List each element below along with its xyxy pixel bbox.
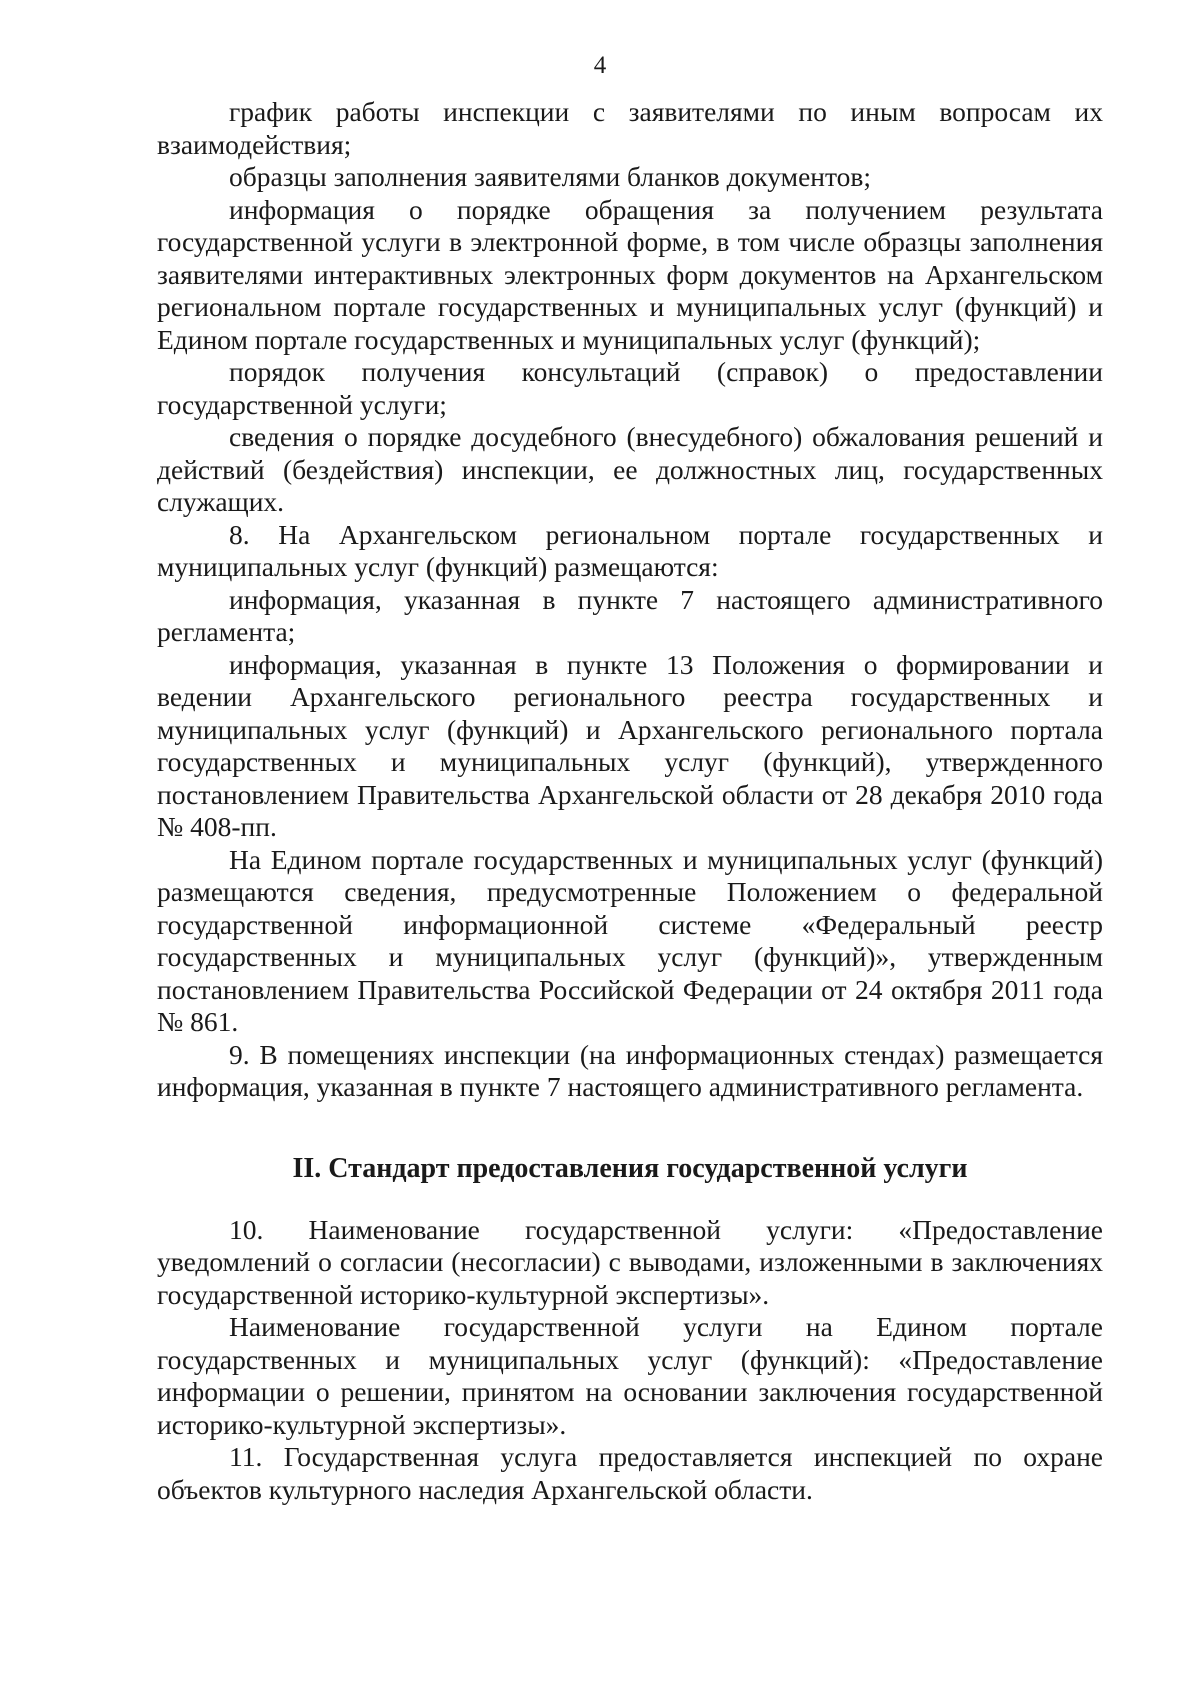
paragraph: 9. В помещениях инспекции (на информационных стендах) размещается информация, указанная в пункте 7 настоящего административного регламента. <box>157 1038 1103 1102</box>
paragraph: На Едином портале государственных и муниципальных услуг (функций) размещаются сведения, предусмотренные Положением о федеральной государственной информационной системе «Федеральный реестр государственных и муниципальных услуг (функций)», утвержденным постановлением Правительства Российской Федерации от 24 октября 2011 года № 861. <box>157 843 1103 1037</box>
paragraph: информация, указанная в пункте 13 Положения о формировании и ведении Архангельского регионального реестра государственных и муниципальных услуг (функций) и Архангельского регионального портала государственных и муниципальных услуг (функций), утвержденного постановлением Правительства Архангельской области от 28 декабря 2010 года № 408-пп. <box>157 648 1103 842</box>
paragraph: 11. Государственная услуга предоставляется инспекцией по охране объектов культурного наследия Архангельской области. <box>157 1441 1103 1505</box>
paragraph: сведения о порядке досудебного (внесудебного) обжалования решений и действий (бездействия) инспекции, ее должностных лиц, государственных служащих. <box>157 421 1103 517</box>
paragraph: 8. На Архангельском региональном портале государственных и муниципальных услуг (функций) размещаются: <box>157 518 1103 582</box>
paragraph: 10. Наименование государственной услуги: «Предоставление уведомлений о согласии (несогласии) с выводами, изложенными в заключениях государственной историко-культурной экспертизы». <box>157 1213 1103 1310</box>
page-number: 4 <box>593 52 607 79</box>
section-heading: II. Стандарт предоставления государственной услуги <box>292 1152 968 1184</box>
paragraph: порядок получения консультаций (справок) о предоставлении государственной услуги; <box>157 356 1103 420</box>
paragraph: информация, указанная в пункте 7 настоящего административного регламента; <box>157 583 1103 647</box>
paragraph: информация о порядке обращения за получением результата государственной услуги в электронной форме, в том числе образцы заполнения заявителями интерактивных электронных форм документов на Архангельском региональном портале государственных и муниципальных услуг (функций) и Едином портале государственных и муниципальных услуг (функций); <box>157 193 1103 355</box>
paragraph: образцы заполнения заявителями бланков документов; <box>229 161 872 192</box>
paragraph: Наименование государственной услуги на Едином портале государственных и муниципальных услуг (функций): «Предоставление информации о решении, принятом на основании заключения государственной историко-культурной экспертизы». <box>157 1311 1103 1440</box>
document-body <box>157 96 1103 1506</box>
paragraph: график работы инспекции с заявителями по иным вопросам их взаимодействия; <box>157 96 1103 160</box>
